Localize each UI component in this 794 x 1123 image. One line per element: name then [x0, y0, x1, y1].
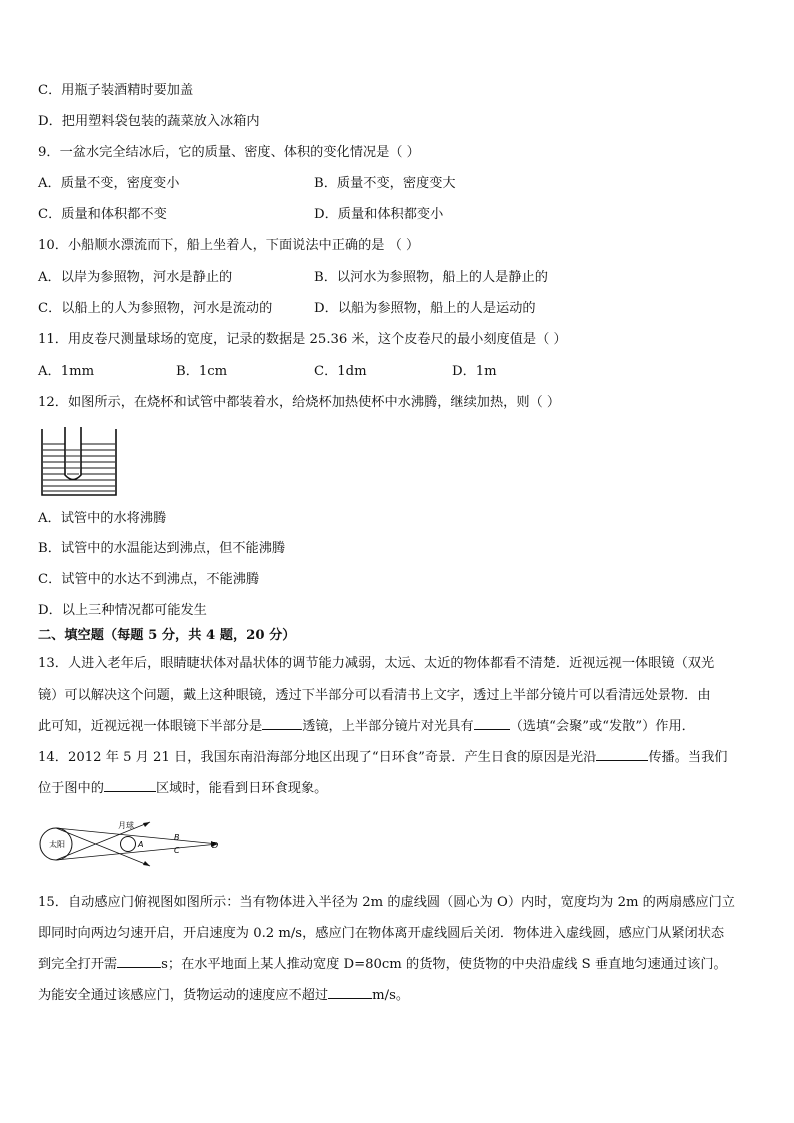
q13-blank-2[interactable] — [474, 717, 510, 730]
fig-label-d: D — [212, 841, 219, 850]
q9-option-d: D．质量和体积都变小 — [314, 207, 444, 222]
solar-eclipse-figure — [38, 814, 228, 874]
q10-option-c: C．以船上的人为参照物，河水是流动的 — [38, 301, 273, 316]
q9-option-a: A．质量不变，密度变小 — [38, 176, 180, 191]
q10-option-a: A．以岸为参照物，河水是静止的 — [38, 270, 233, 285]
fig-label-sun: 太阳 — [49, 840, 65, 849]
q15-blank-2[interactable] — [328, 986, 372, 999]
q14-blank-2[interactable] — [104, 779, 156, 792]
q13-line-3: 此可知，近视远视一体眼镜下半部分是 透镜，上半部分镜片对光具有 （选填“会聚”或“发散”）作用． — [38, 719, 695, 734]
section-title-fill-in: 二、填空题（每题 5 分，共 4 题，20 分） — [38, 628, 296, 643]
q13-line-2: 镜）可以解决这个问题，戴上这种眼镜，透过下半部分可以看清书上文字，透过上半部分镜片可以看清远处景物．由 — [38, 688, 711, 703]
q12-option-d: D．以上三种情况都可能发生 — [38, 603, 207, 618]
q12-option-c: C．试管中的水达不到沸点，不能沸腾 — [38, 572, 260, 587]
fig-label-a: A — [138, 840, 144, 849]
q15-line-3: 到完全打开需 s；在水平地面上某人推动宽度 D=80cm 的货物，使货物的中央沿虚线 S 垂直地匀速通过该门。 — [38, 957, 727, 972]
q11-option-c: C．1dm — [314, 364, 367, 379]
q11-option-d: D．1m — [452, 364, 497, 379]
q10-option-d: D．以船为参照物，船上的人是运动的 — [314, 301, 536, 316]
q8-option-d: D．把用塑料袋包装的蔬菜放入冰箱内 — [38, 114, 260, 129]
q13-blank-1[interactable] — [262, 717, 302, 730]
fig-label-b: B — [174, 833, 180, 842]
q14-line-2: 位于图中的 区域时，能看到日环食现象。 — [38, 781, 328, 796]
q10-stem: 10．小船顺水漂流而下，船上坐着人，下面说法中正确的是 （ ） — [38, 238, 420, 253]
q12-stem: 12．如图所示，在烧杯和试管中都装着水，给烧杯加热使杯中水沸腾，继续加热，则（ ） — [38, 395, 561, 410]
beaker-test-tube-figure — [38, 427, 120, 499]
q11-option-b: B．1cm — [176, 364, 228, 379]
q9-stem: 9．一盆水完全结冰后，它的质量、密度、体积的变化情况是（ ） — [38, 145, 420, 160]
q11-option-a: A．1mm — [38, 364, 95, 379]
fig-label-moon: 月球 — [118, 821, 134, 830]
q9-option-b: B．质量不变，密度变大 — [314, 176, 456, 191]
q10-option-b: B．以河水为参照物，船上的人是静止的 — [314, 270, 548, 285]
q9-option-c: C．质量和体积都不变 — [38, 207, 167, 222]
q13-line-1: 13．人进入老年后，眼睛睫状体对晶状体的调节能力减弱，太远、太近的物体都看不清楚．近视远视一体眼镜（双光 — [38, 656, 715, 671]
q15-line-1: 15．自动感应门俯视图如图所示：当有物体进入半径为 2m 的虚线圆（圆心为 O）内时，宽度均为 2m 的两扇感应门立 — [38, 895, 735, 910]
q15-line-4: 为能安全通过该感应门，货物运动的速度应不超过 m/s。 — [38, 988, 410, 1003]
q14-blank-1[interactable] — [596, 748, 648, 761]
q12-option-a: A．试管中的水将沸腾 — [38, 511, 167, 526]
q14-line-1: 14．2012 年 5 月 21 日，我国东南沿海部分地区出现了“日环食”奇景．产生日食的原因是光沿 传播。当我们 — [38, 750, 728, 765]
q15-blank-1[interactable] — [117, 955, 161, 968]
q8-option-c: C．用瓶子装酒精时要加盖 — [38, 83, 194, 98]
q11-stem: 11．用皮卷尺测量球场的宽度，记录的数据是 25.36 米，这个皮卷尺的最小刻度值是（ ） — [38, 332, 567, 347]
q15-line-2: 即同时向两边匀速开启，开启速度为 0.2 m/s，感应门在物体离开虚线圆后关闭．物体进入虚线圆，感应门从紧闭状态 — [38, 926, 725, 941]
fig-label-c: C — [174, 846, 180, 855]
q12-option-b: B．试管中的水温能达到沸点，但不能沸腾 — [38, 541, 286, 556]
